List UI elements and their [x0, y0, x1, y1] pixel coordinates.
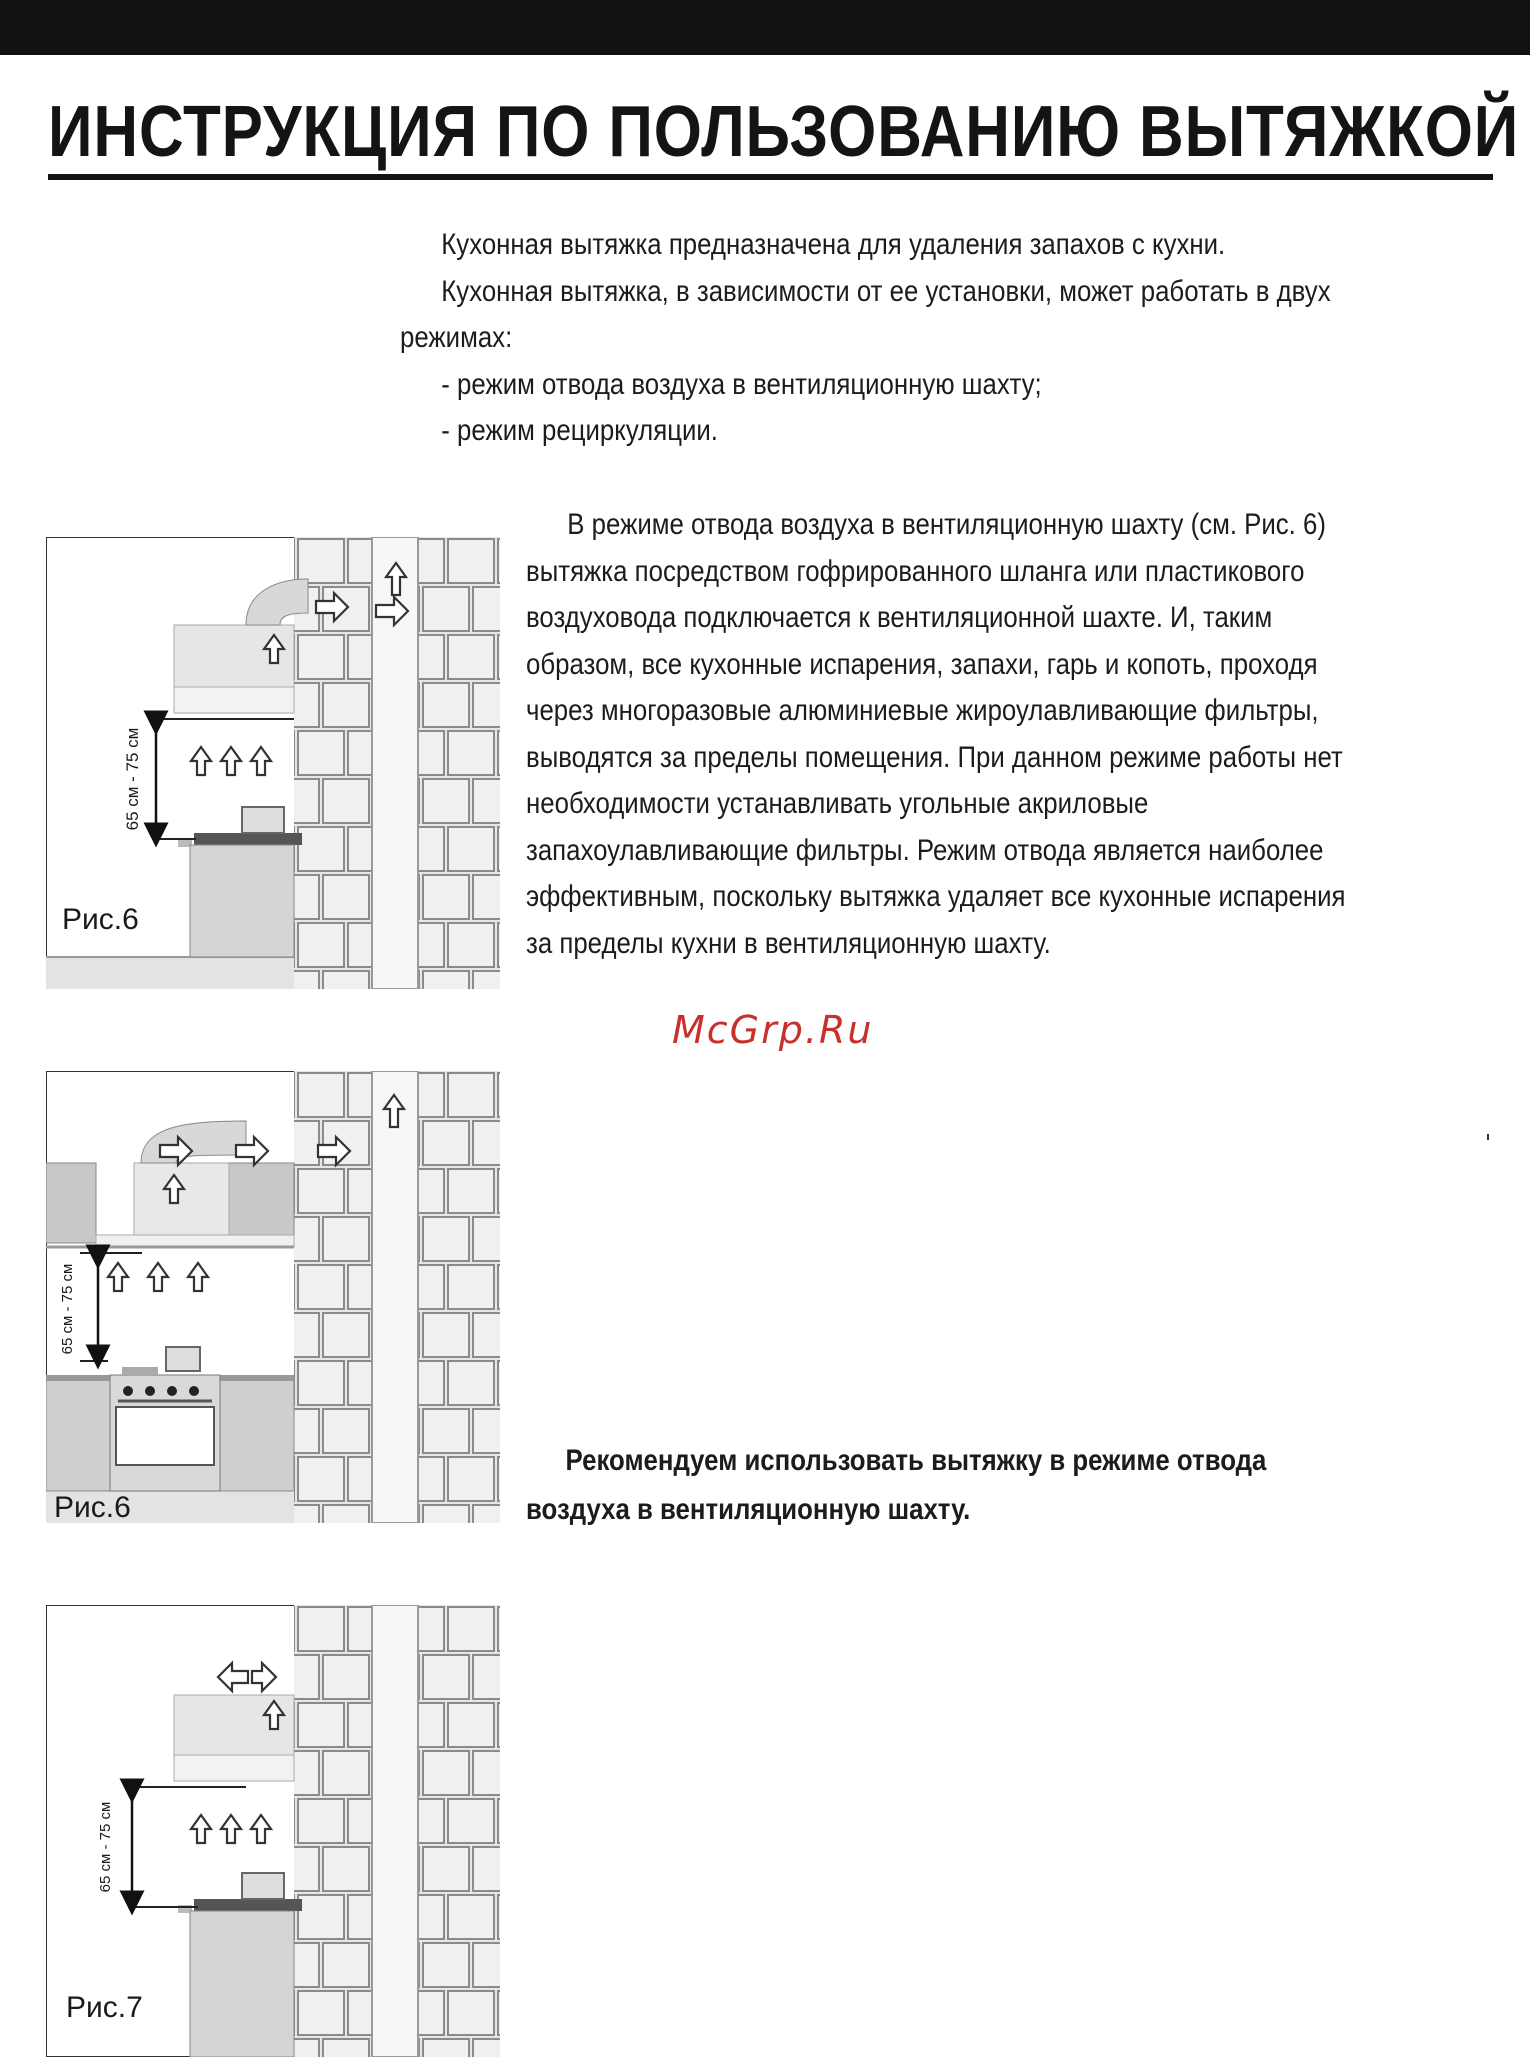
stray-mark — [1487, 1134, 1489, 1140]
exhaust-line: выводятся за пределы помещения. При данном режиме работы нет — [526, 740, 1343, 774]
intro-line-2: Кухонная вытяжка, в зависимости от ее установки, может работать в двух — [441, 274, 1331, 308]
exhaust-line: необходимости устанавливать угольные акриловые — [526, 787, 1149, 820]
exhaust-line: эффективным, поскольку вытяжка удаляет все кухонные испарения — [526, 880, 1346, 913]
intro-line-1: Кухонная вытяжка предназначена для удаления запахов с кухни. — [441, 228, 1226, 261]
figure-caption: Рис.6 — [62, 903, 139, 936]
exhaust-line: В режиме отвода воздуха в вентиляционную шахту (см. Рис. 6) — [567, 508, 1326, 541]
exhaust-line: воздуховода подключается к вентиляционной шахте. И, таким — [526, 601, 1273, 634]
intro-paragraph — [400, 222, 1331, 455]
recommendation-line-2: воздуха в вентиляционную шахту. — [526, 1493, 971, 1526]
dimension-label: 65 см - 75 см — [97, 1801, 114, 1893]
figure-exhaust-mode-kitchen — [46, 1071, 500, 1523]
top-black-bar — [0, 0, 1530, 55]
exhaust-line: за пределы кухни в вентиляционную шахту. — [526, 926, 1051, 960]
exhaust-line: через многоразовые алюминиевые жироулавливающие фильтры, — [526, 694, 1319, 727]
intro-line-3: режимах: — [400, 321, 513, 354]
intro-list-item-1: - режим отвода воздуха в вентиляционную шахту; — [441, 367, 1042, 401]
exhaust-line: запахоулавливающие фильтры. Режим отвода является наиболее — [526, 833, 1324, 867]
exhaust-line: образом, все кухонные испарения, запахи, гарь и копоть, проходя — [526, 647, 1318, 681]
recommendation-line-1: Рекомендуем использовать вытяжку в режиме отвода — [565, 1444, 1267, 1477]
title-underline — [48, 174, 1493, 180]
recommendation-paragraph — [526, 1436, 1266, 1534]
dimension-label: 65 см - 75 см — [123, 727, 142, 831]
exhaust-mode-paragraph — [526, 502, 1345, 967]
intro-list-item-2: - режим рециркуляции. — [441, 414, 718, 447]
page-title: ИНСТРУКЦИЯ ПО ПОЛЬЗОВАНИЮ ВЫТЯЖКОЙ — [48, 92, 1520, 172]
dimension-label: 65 см - 75 см — [59, 1263, 76, 1355]
watermark: McGrp.Ru — [672, 1008, 874, 1052]
figure-recirculation-mode — [46, 1605, 500, 2057]
figure-caption: Рис.7 — [66, 1991, 143, 2024]
figure-caption: Рис.6 — [54, 1491, 131, 1523]
exhaust-line: вытяжка посредством гофрированного шланга или пластикового — [526, 554, 1305, 588]
figure-exhaust-mode — [46, 537, 500, 989]
